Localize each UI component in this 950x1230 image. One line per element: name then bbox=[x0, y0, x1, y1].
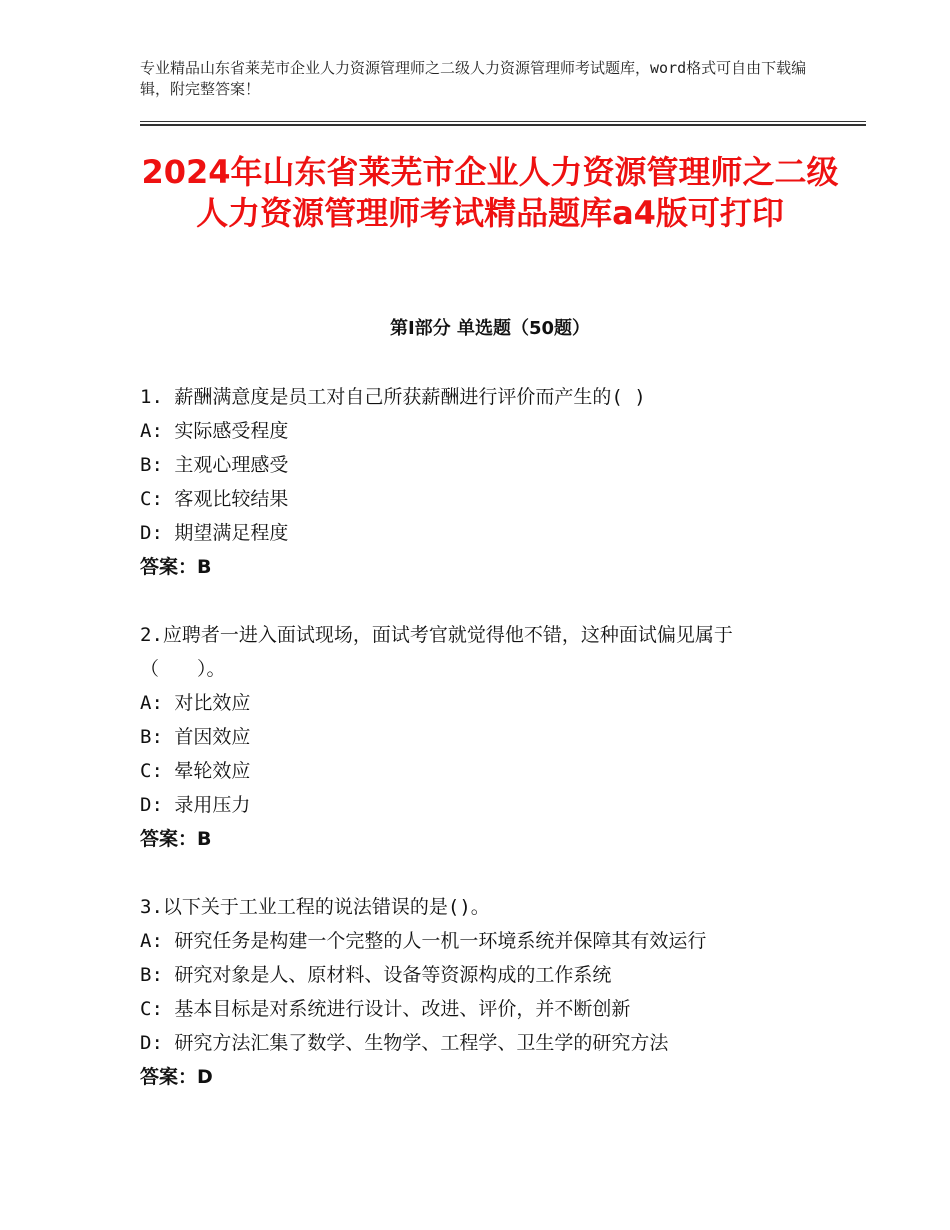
option-c: C: 晕轮效应 bbox=[140, 760, 251, 782]
answer: 答案：D bbox=[140, 1066, 213, 1088]
option-a: A: 实际感受程度 bbox=[140, 420, 289, 442]
answer: 答案：B bbox=[140, 556, 212, 578]
option-d: D: 期望满足程度 bbox=[140, 522, 289, 544]
option-d: D: 录用压力 bbox=[140, 794, 251, 816]
option-d: D: 研究方法汇集了数学、生物学、工程学、卫生学的研究方法 bbox=[140, 1032, 669, 1054]
question-stem: 2.应聘者一进入面试现场，面试考官就觉得他不错，这种面试偏见属于（ ）。 bbox=[140, 624, 733, 680]
answer: 答案：B bbox=[140, 828, 212, 850]
option-c: C: 客观比较结果 bbox=[140, 488, 289, 510]
header-note: 专业精品山东省莱芜市企业人力资源管理师之二级人力资源管理师考试题库，word格式可自由下载编辑，附完整答案！ bbox=[140, 59, 807, 98]
question-1 bbox=[140, 380, 820, 584]
option-b: B: 主观心理感受 bbox=[140, 454, 289, 476]
question-3 bbox=[140, 890, 820, 1094]
header-rule-thin bbox=[140, 121, 866, 122]
header-rule-thick bbox=[140, 124, 866, 126]
option-a: A: 对比效应 bbox=[140, 692, 251, 714]
question-stem: 3.以下关于工业工程的说法错误的是()。 bbox=[140, 896, 490, 918]
question-stem: 1. 薪酬满意度是员工对自己所获薪酬进行评价而产生的( ) bbox=[140, 386, 646, 408]
question-2 bbox=[140, 618, 820, 856]
option-c: C: 基本目标是对系统进行设计、改进、评价，并不断创新 bbox=[140, 998, 631, 1020]
option-a: A: 研究任务是构建一个完整的人一机一环境系统并保障其有效运行 bbox=[140, 930, 707, 952]
document-title: 2024年山东省莱芜市企业人力资源管理师之二级人力资源管理师考试精品题库a4版可打印 bbox=[141, 153, 839, 232]
section-heading: 第Ⅰ部分 单选题（50题） bbox=[389, 318, 590, 339]
option-b: B: 研究对象是人、原材料、设备等资源构成的工作系统 bbox=[140, 964, 612, 986]
option-b: B: 首因效应 bbox=[140, 726, 251, 748]
